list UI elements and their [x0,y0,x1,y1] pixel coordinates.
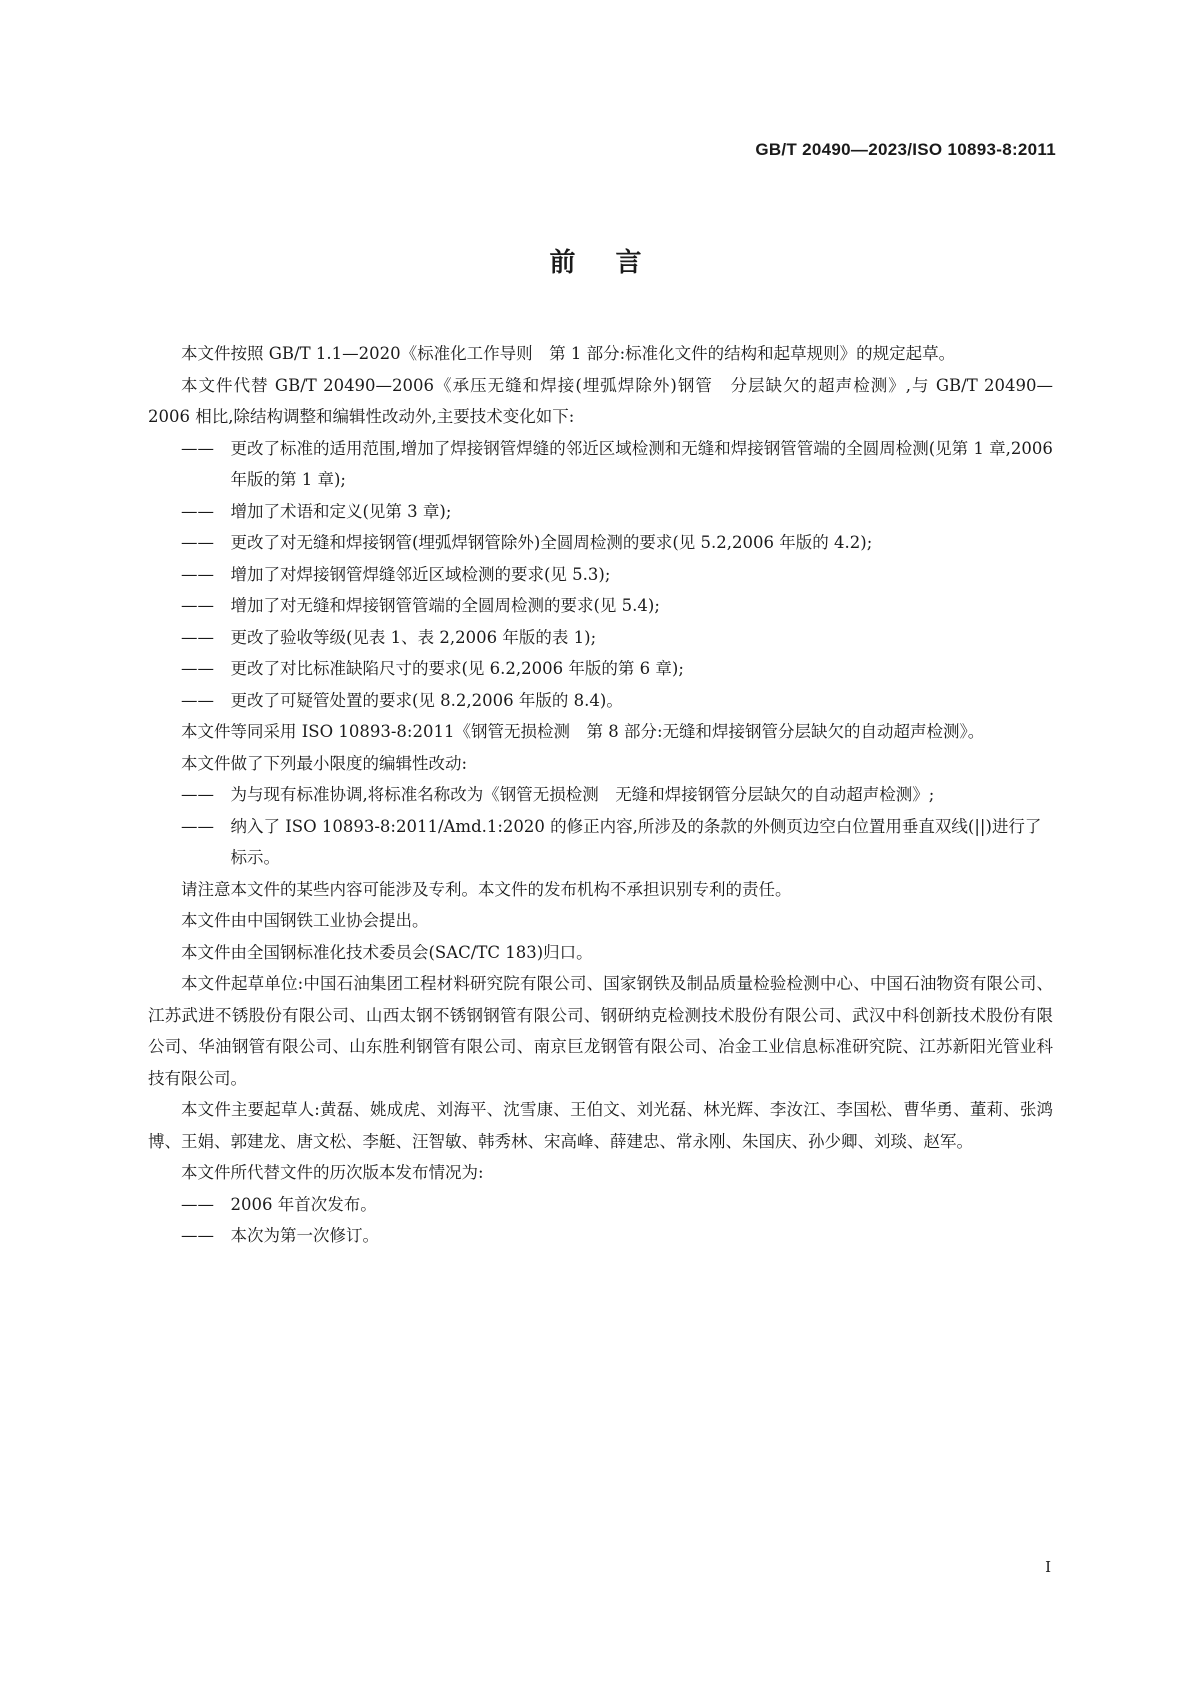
page-number: Ⅰ [1045,1558,1051,1576]
list-item-text: 为与现有标准协调,将标准名称改为《钢管无损检测 无缝和焊接钢管分层缺欠的自动超声检测》; [230,785,935,804]
dash-mark: —— [181,564,214,584]
list-item [181,559,1053,591]
dash-mark: —— [181,596,214,615]
list-item [181,527,1053,559]
list-item-text: 增加了术语和定义(见第 3 章); [230,501,452,521]
paragraph-replacement: 本文件代替 GB/T 20490—2006《承压无缝和焊接(埋弧焊除外)钢管 分层缺欠的超声检测》,与 GB/T 20490—2006 相比,除结构调整和编辑性改动外,主要技术变化如下: [148,375,1053,426]
paragraph-adoption: 本文件等同采用 ISO 10893-8:2011《钢管无损检测 第 8 部分:无缝和焊接钢管分层缺欠的自动超声检测》。 [181,722,985,741]
paragraph-patent-notice: 请注意本文件的某些内容可能涉及专利。本文件的发布机构不承担识别专利的责任。 [181,879,792,899]
dash-mark: —— [181,533,214,552]
list-item-text: 增加了对无缝和焊接钢管管端的全圆周检测的要求(见 5.4); [230,596,660,615]
dash-mark: —— [181,438,214,458]
dash-mark: —— [181,1194,214,1214]
list-item [181,433,1053,496]
paragraph-history: 本文件所代替文件的历次版本发布情况为: [181,1163,484,1182]
paragraph-drafting-rules: 本文件按照 GB/T 1.1—2020《标准化工作导则 第 1 部分:标准化文件的结构和起草规则》的规定起草。 [181,344,956,363]
paragraph-committee: 本文件由全国钢标准化技术委员会(SAC/TC 183)归口。 [181,942,593,962]
dash-mark: —— [181,627,214,647]
foreword-body [148,338,1053,1252]
list-item [181,496,1053,528]
list-item [181,653,1053,685]
list-item-text: 更改了标准的适用范围,增加了焊接钢管焊缝的邻近区域检测和无缝和焊接钢管管端的全圆周检测(见第 1 章,2006 年版的第 1 章); [230,438,1053,489]
list-item [181,811,1053,874]
list-item-text: 增加了对焊接钢管焊缝邻近区域检测的要求(见 5.3); [230,564,611,584]
list-item [181,685,1053,717]
list-item-text: 本次为第一次修订。 [230,1226,379,1245]
list-item-text: 更改了对比标准缺陷尺寸的要求(见 6.2,2006 年版的第 6 章); [230,659,684,678]
list-item-text: 更改了可疑管处置的要求(见 8.2,2006 年版的 8.4)。 [230,690,623,710]
paragraph-editorial: 本文件做了下列最小限度的编辑性改动: [181,753,468,773]
dash-mark: —— [181,690,214,710]
paragraph-proposer: 本文件由中国钢铁工业协会提出。 [181,911,429,930]
list-item [181,622,1053,654]
dash-mark: —— [181,501,214,521]
changes-list [148,433,1053,717]
page-title: 前言 [549,248,682,278]
list-item [181,779,1053,811]
list-item-text: 更改了验收等级(见表 1、表 2,2006 年版的表 1); [230,627,597,647]
list-item [181,1220,1053,1252]
list-item [181,1189,1053,1221]
edits-list [148,779,1053,874]
dash-mark: —— [181,785,214,804]
dash-mark: —— [181,816,214,836]
list-item [181,590,1053,622]
dash-mark: —— [181,1226,214,1245]
paragraph-drafting-units: 本文件起草单位:中国石油集团工程材料研究院有限公司、国家钢铁及制品质量检验检测中心、中国石油物资有限公司、江苏武进不锈股份有限公司、山西太钢不锈钢钢管有限公司、钢研纳克检测技术股份有限公司、武汉中科创新技术股份有限公司、华油钢管有限公司、山东胜利钢管有限公司、南京巨龙钢管有限公司、冶金工业信息标准研究院、江苏新阳光管业科技有限公司。 [148,974,1053,1088]
list-item-text: 更改了对无缝和焊接钢管(埋弧焊钢管除外)全圆周检测的要求(见 5.2,2006 年版的 4.2); [230,533,873,552]
paragraph-drafters: 本文件主要起草人:黄磊、姚成虎、刘海平、沈雪康、王伯文、刘光磊、林光辉、李汝江、李国松、曹华勇、董莉、张鸿博、王娟、郭建龙、唐文松、李艇、汪智敏、韩秀林、宋高峰、薛建忠、常永刚、朱国庆、孙少卿、刘琰、赵军。 [148,1100,1053,1151]
list-item-text: 纳入了 ISO 10893-8:2011/Amd.1:2020 的修正内容,所涉及的条款的外侧页边空白位置用垂直双线(||)进行了标示。 [230,816,1042,867]
standard-code: GB/T 20490—2023/ISO 10893-8:2011 [755,140,1056,159]
dash-mark: —— [181,659,214,678]
history-list [148,1189,1053,1252]
list-item-text: 2006 年首次发布。 [230,1194,377,1214]
